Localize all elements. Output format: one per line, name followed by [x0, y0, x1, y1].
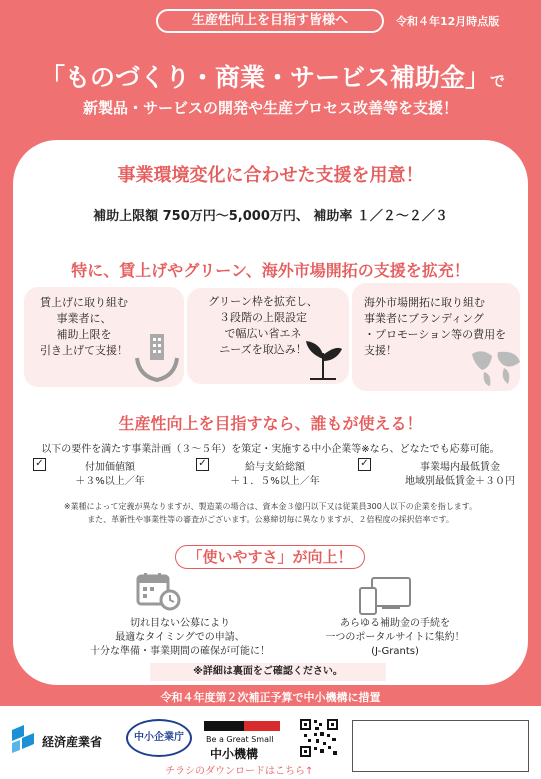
condition-label: 付加価値額 [85, 462, 135, 473]
main-title [40, 58, 505, 94]
left-line: 切れ目ない公募により [130, 618, 230, 629]
card3-line: 支援！ [364, 344, 397, 357]
right-line: 一つのポータルサイトに集約！ [325, 632, 465, 643]
card1-line: 事業者に、 [56, 312, 112, 325]
meti-name: 経済産業省 [42, 735, 103, 749]
right-line: (J-Grants) [371, 646, 419, 657]
checkbox-icon: ✓ [33, 458, 46, 471]
left-line: 最適なタイミングでの申請、 [115, 632, 245, 643]
card2-line: で幅広い省エネ [224, 327, 302, 340]
continuous-call-text [60, 617, 300, 659]
card2-line: ３段階の上限設定 [219, 311, 307, 324]
condition-salary [210, 461, 340, 489]
card1-line: 補助上限を [56, 328, 112, 341]
meti-logo-icon [8, 724, 38, 754]
main-subtitle: 新製品・サービスの開発や生産プロセス改善等を支援！ [82, 99, 458, 117]
condition-value: ＋１．５%以上／年 [230, 476, 320, 487]
left-line: 十分な準備・事業期間の確保が可能に！ [90, 646, 270, 657]
checkbox-icon: ✓ [196, 458, 209, 471]
section2-heading: 特に、賃上げやグリーン、海外市場開拓の支援を拡充！ [71, 261, 470, 280]
devices-icon [358, 576, 414, 616]
condition-value: ＋３%以上／年 [75, 476, 145, 487]
card3-line: 事業者にブランディング [364, 312, 484, 325]
checkbox-icon: ✓ [358, 458, 371, 471]
main-title-suffix: で [490, 72, 506, 90]
section3-heading: 生産性向上を目指すなら、誰もが使える！ [118, 414, 423, 433]
audience-pill: 生産性向上を目指す皆様へ [156, 9, 384, 33]
condition-label: 給与支給総額 [245, 462, 305, 473]
footnote-sme-definition: ※業種によって定義が異なりますが、製造業の場合は、資本金３億円以下又は従業員300人以下の企業を指します。 [63, 502, 478, 511]
hands-building-icon [133, 330, 183, 386]
sme-agency-logo: 中小企業庁 [126, 719, 192, 757]
smrj-logo-accent [244, 721, 280, 731]
qr-code-icon[interactable] [299, 718, 339, 758]
section4-heading: 「使いやすさ」が向上！ [175, 545, 365, 569]
card2-line: グリーン枠を拡充し、 [208, 295, 318, 308]
card2-line: ニーズを取込み！ [219, 343, 307, 356]
card3-line: 海外市場開拓に取り組む [364, 296, 485, 309]
contact-box [352, 720, 529, 772]
section1-heading: 事業環境変化に合わせた支援を用意！ [117, 165, 424, 186]
condition-min-wage [385, 461, 535, 489]
right-line: あらゆる補助金の手続を [340, 618, 450, 629]
details-notice: ※詳細は裏面をご確認ください。 [150, 663, 386, 681]
smrj-name: 中小機構 [210, 747, 259, 761]
condition-value: 地域別最低賃金＋３０円 [405, 476, 515, 487]
smrj-tagline: Be a Great Small [206, 735, 274, 744]
calendar-clock-icon [136, 572, 182, 612]
condition-label: 事業場内最低賃金 [420, 462, 500, 473]
footnote-review: また、革新性や事業性等の審査がございます。公募締切毎に異なりますが、２倍程度の採択倍率です。 [87, 515, 454, 524]
card1-line: 引き上げて支援！ [40, 344, 128, 357]
sprout-icon [298, 335, 348, 383]
card3-line: ・プロモーション等の費用を [364, 328, 507, 341]
world-map-icon [468, 346, 522, 390]
card1-line: 賃上げに取り組む [40, 296, 128, 309]
budget-line: 令和４年度第２次補正予算で中小機構に措置 [160, 691, 381, 704]
jgrants-text [300, 617, 490, 659]
download-link[interactable]: チラシのダウンロードはこちら↑ [165, 766, 314, 777]
condition-value-added [55, 461, 165, 489]
main-title-text: 「ものづくり・商業・サービス補助金」 [40, 63, 491, 92]
edition-date: 令和４年12月時点版 [396, 15, 500, 28]
eligibility-text: 以下の要件を満たす事業計画（３〜５年）を策定・実施する中小企業等※なら、どなたでも応募可能。 [41, 444, 500, 455]
subsidy-summary: 補助上限額 750万円〜5,000万円、 補助率 １／２〜２／３ [93, 209, 448, 224]
